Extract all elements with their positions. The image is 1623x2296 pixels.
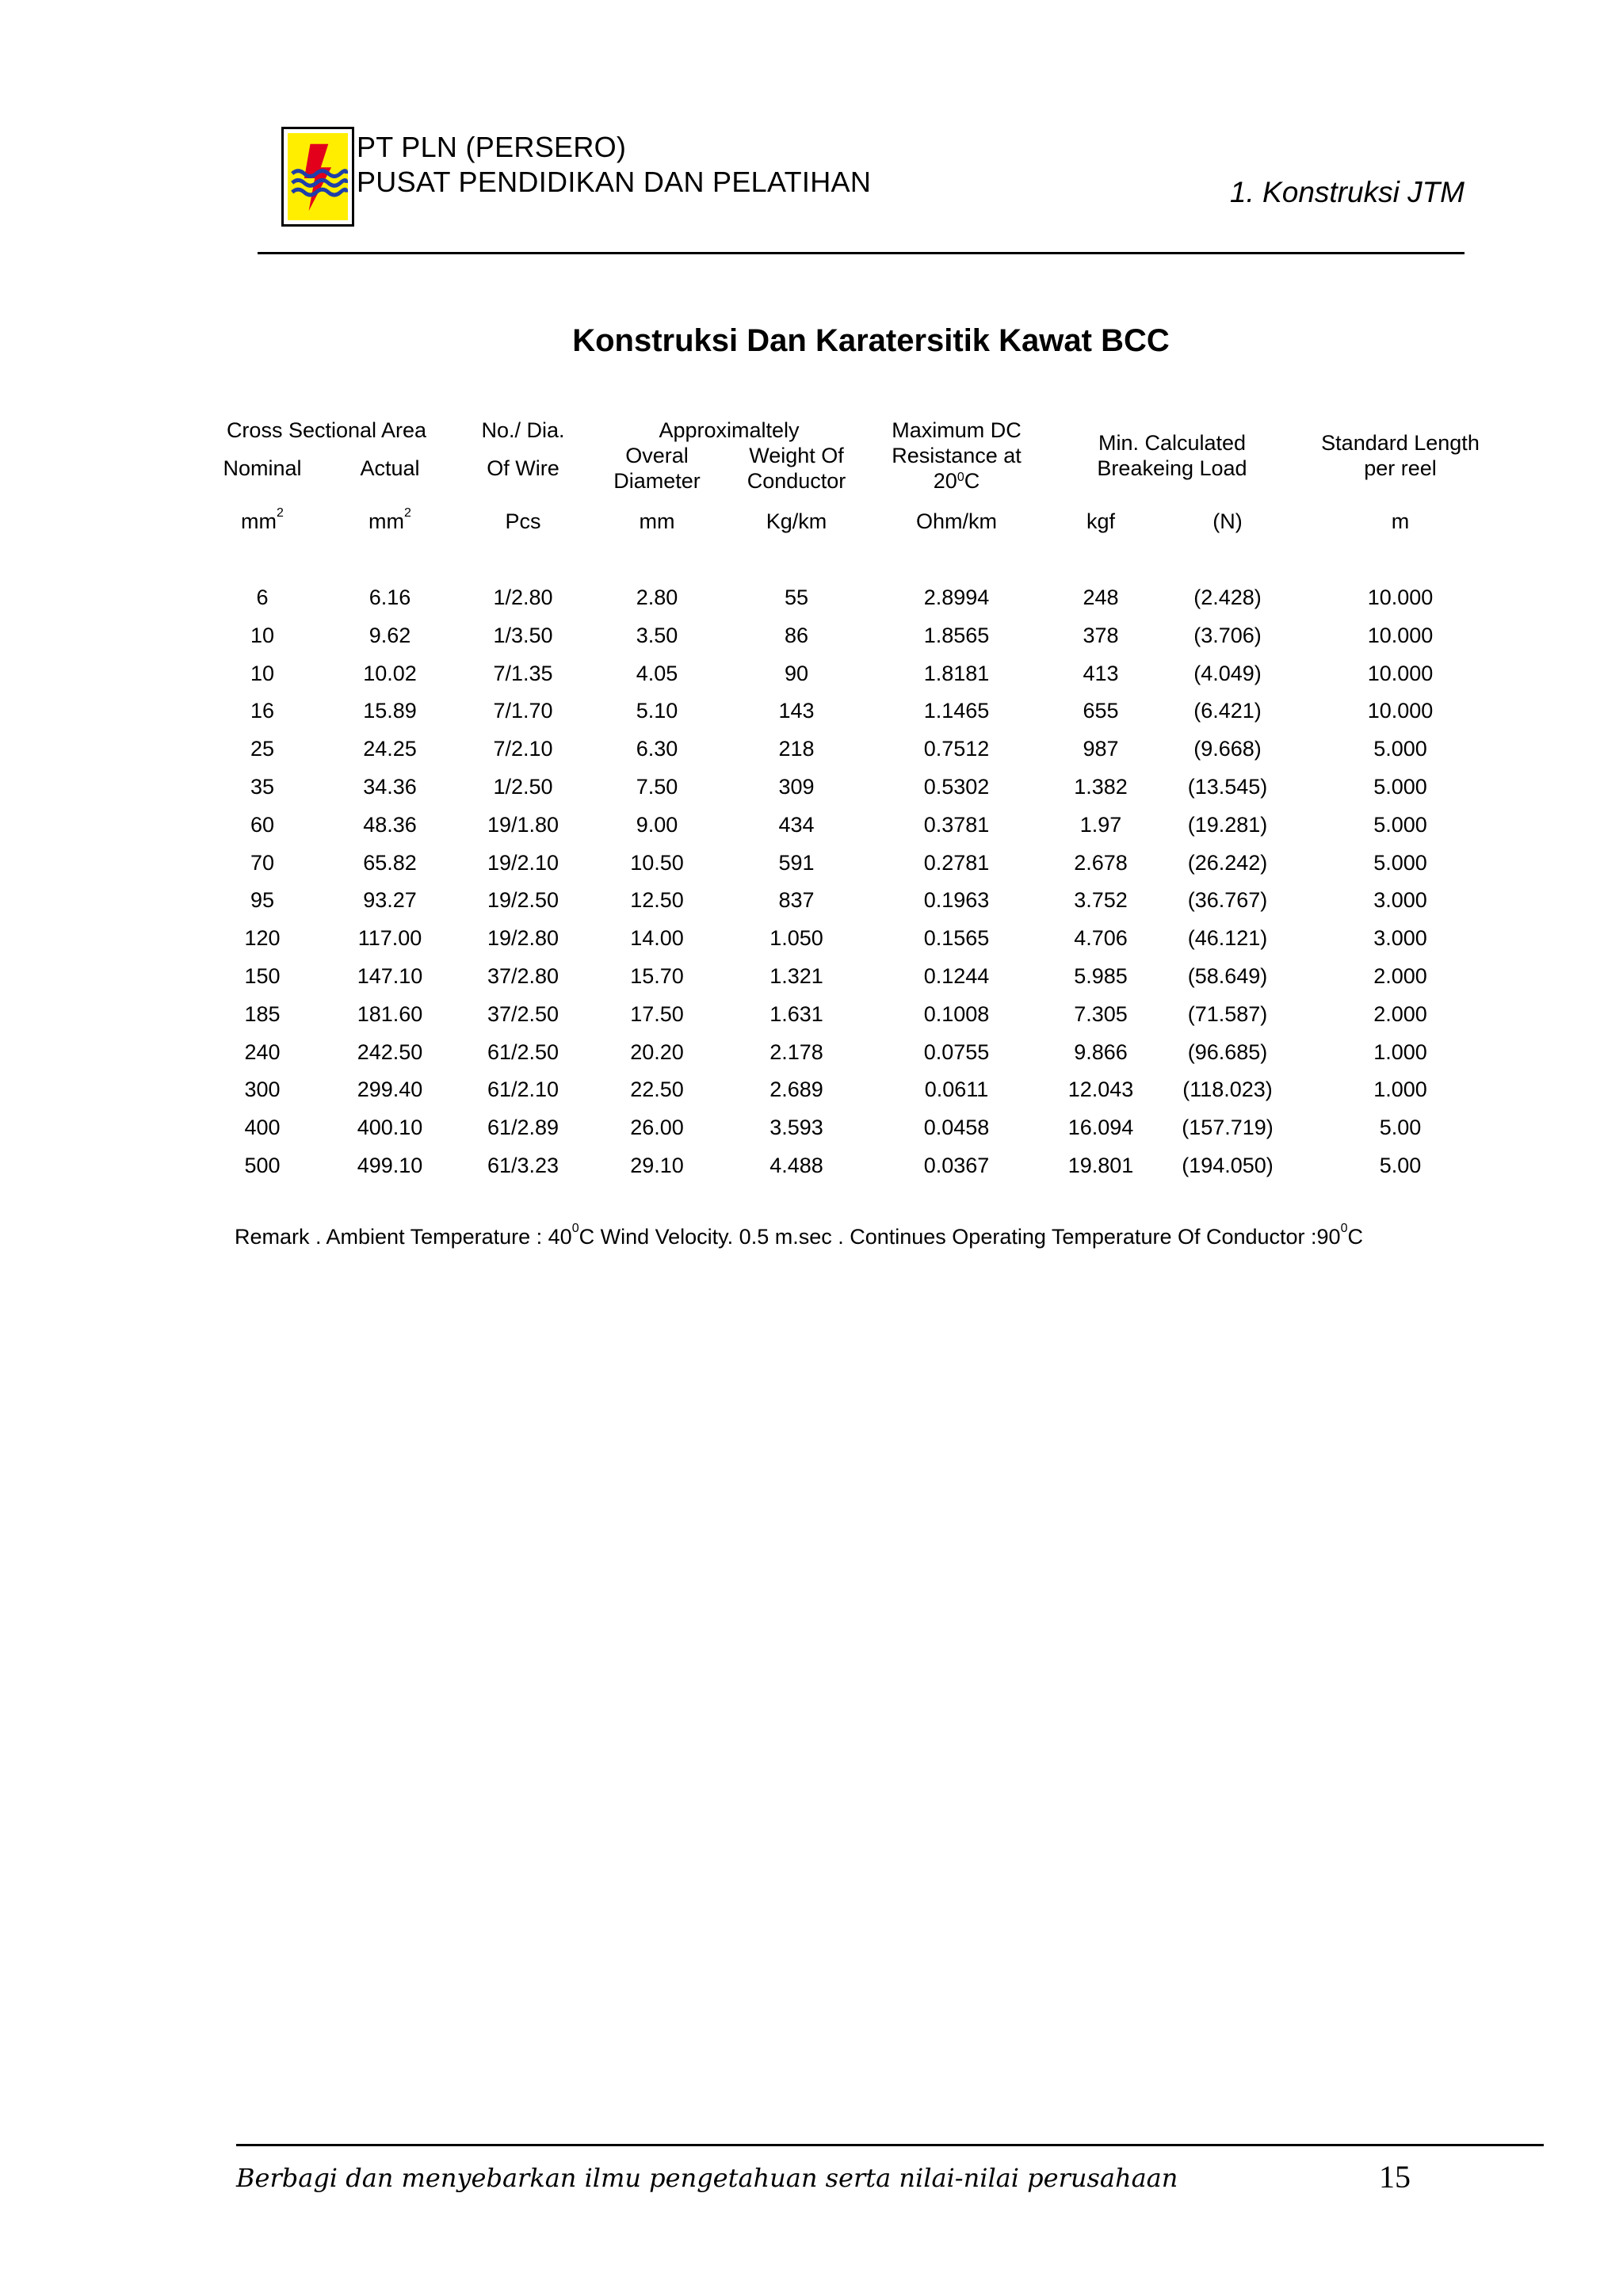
unit-wire: Pcs [505,509,541,533]
cell-load-n: (2.428) [1193,585,1262,609]
header-stdlen-line2: per reel [1364,456,1437,480]
header-weight-line2: Conductor [747,469,846,493]
cell-load-n: (13.545) [1187,775,1268,799]
cell-no-dia: 19/2.80 [487,926,559,951]
cell-resistance: 0.3781 [923,812,990,837]
unit-actual-sup: 2 [404,506,411,520]
cell-load-kgf: 248 [1083,585,1119,609]
cell-actual: 400.10 [357,1116,423,1140]
cell-no-dia: 7/2.10 [493,737,553,761]
cell-overal-diameter: 17.50 [630,1001,684,1026]
cell-overal-diameter: 15.70 [630,964,684,988]
cell-standard-length: 10.000 [1367,623,1434,647]
header-no-dia-line2: Of Wire [487,456,559,480]
cell-nominal: 10 [250,623,275,647]
cell-standard-length: 1.000 [1373,1077,1427,1102]
cell-nominal: 60 [250,812,275,837]
header-maxdc-line1: Maximum DC [892,418,1022,442]
cell-overal-diameter: 9.00 [636,812,678,837]
cell-no-dia: 19/2.10 [487,850,559,875]
header-stdlen-line1: Standard Length [1321,431,1480,455]
cell-actual: 34.36 [363,775,417,799]
cell-nominal: 240 [244,1039,281,1064]
header-standard-length [1321,430,1480,481]
header-no-dia-line1: No./ Dia. [481,418,565,442]
cell-overal-diameter: 4.05 [636,661,678,685]
cell-overal-diameter: 2.80 [636,585,678,609]
unit-load-n: (N) [1212,509,1243,533]
cell-overal-diameter: 29.10 [630,1154,684,1177]
cell-actual: 9.62 [369,623,411,647]
unit-actual [369,506,411,534]
cell-no-dia: 7/1.70 [493,699,553,723]
cell-nominal: 6 [256,585,269,609]
cell-overal-diameter: 12.50 [630,888,684,913]
remark-part-3: C [1347,1225,1363,1249]
cell-no-dia: 61/2.10 [487,1077,559,1102]
cell-load-kgf: 16.094 [1067,1116,1134,1140]
cell-load-kgf: 19.801 [1067,1154,1134,1177]
cell-nominal: 70 [250,850,275,875]
company-line-2: PUSAT PENDIDIKAN DAN PELATIHAN [357,166,872,198]
cell-standard-length: 5.00 [1379,1116,1422,1140]
cell-resistance: 0.5302 [923,775,990,799]
cell-load-n: (9.668) [1193,737,1262,761]
cell-nominal: 120 [244,926,281,951]
unit-diameter: mm [639,509,675,533]
cell-load-n: (19.281) [1187,812,1268,837]
header-no-dia [481,418,564,481]
cell-overal-diameter: 22.50 [630,1077,684,1102]
remark-part-2: C Wind Velocity. 0.5 m.sec . Continues Operating Temperature Of Conductor :90 [579,1225,1341,1249]
header-maxdc-line2: Resistance at [892,444,1022,467]
cell-load-n: (71.587) [1187,1001,1268,1026]
cell-load-n: (3.706) [1193,623,1262,647]
cell-nominal: 185 [244,1001,281,1026]
cell-standard-length: 5.000 [1373,812,1427,837]
remark-degree-2: 0 [1340,1222,1348,1235]
cell-actual: 10.02 [363,661,417,685]
unit-nominal [241,506,284,534]
cell-actual: 93.27 [363,888,417,913]
cell-load-kgf: 1.97 [1079,812,1122,837]
header-maxdc-temp: 20 [933,469,957,493]
cell-overal-diameter: 10.50 [630,850,684,875]
unit-length: m [1391,509,1410,533]
footer-divider [236,2144,1544,2146]
cell-weight: 55 [784,585,809,609]
remark-part-1: Remark . Ambient Temperature : 40 [235,1225,572,1249]
cell-load-kgf: 413 [1083,661,1119,685]
cell-weight: 434 [778,812,815,837]
cell-weight: 218 [778,737,815,761]
cell-load-n: (6.421) [1193,699,1262,723]
cell-actual: 48.36 [363,812,417,837]
cell-no-dia: 7/1.35 [493,661,553,685]
cell-standard-length: 5.000 [1373,775,1427,799]
cell-overal-diameter: 20.20 [630,1039,684,1064]
cell-overal-diameter: 14.00 [630,926,684,951]
cell-load-n: (96.685) [1187,1039,1268,1064]
cell-weight: 2.689 [769,1077,823,1102]
cell-load-kgf: 655 [1083,699,1119,723]
header-minload-line2: Breakeing Load [1097,456,1247,480]
cell-nominal: 10 [250,661,275,685]
cell-actual: 24.25 [363,737,417,761]
footer-motto: Berbagi dan menyebarkan ilmu pengetahuan serta nilai-nilai perusahaan [236,2163,1178,2193]
cell-resistance: 0.1008 [923,1001,990,1026]
cell-overal-diameter: 7.50 [636,775,678,799]
remark-degree-1: 0 [571,1222,579,1235]
header-overal-line2: Diameter [613,469,701,493]
header-maxdc-line3 [892,468,1022,494]
cell-load-n: (46.121) [1187,926,1268,951]
page-title: Konstruksi Dan Karatersitik Kawat BCC [572,323,1170,358]
cell-resistance: 0.1565 [923,926,990,951]
cell-load-kgf: 378 [1083,623,1119,647]
cell-actual: 242.50 [357,1039,423,1064]
header-actual: Actual [360,456,420,480]
cell-load-kgf: 2.678 [1074,850,1128,875]
cell-load-n: (26.242) [1187,850,1268,875]
cell-nominal: 400 [244,1116,281,1140]
cell-resistance: 0.1244 [923,964,990,988]
cell-nominal: 16 [250,699,275,723]
unit-weight: Kg/km [766,509,827,533]
cell-standard-length: 10.000 [1367,585,1434,609]
cell-weight: 309 [778,775,815,799]
cell-resistance: 0.0611 [924,1077,989,1102]
chapter-title: 1. Konstruksi JTM [1229,176,1465,208]
cell-standard-length: 5.000 [1373,850,1427,875]
cell-standard-length: 2.000 [1373,964,1427,988]
cell-nominal: 35 [250,775,275,799]
cell-no-dia: 61/3.23 [487,1154,559,1177]
cell-load-kgf: 987 [1083,737,1119,761]
unit-load-kgf: kgf [1086,509,1116,533]
cell-load-n: (157.719) [1182,1116,1274,1140]
cell-overal-diameter: 6.30 [636,737,678,761]
header-minload-line1: Min. Calculated [1098,431,1247,455]
header-maxdc-unit: C [964,469,980,493]
cell-standard-length: 3.000 [1373,926,1427,951]
cell-nominal: 300 [244,1077,281,1102]
cell-standard-length: 5.00 [1379,1154,1422,1177]
cell-nominal: 95 [250,888,275,913]
cell-overal-diameter: 26.00 [630,1116,684,1140]
cell-no-dia: 1/2.80 [493,585,553,609]
cell-load-n: (194.050) [1182,1154,1274,1177]
cell-load-kgf: 7.305 [1074,1001,1128,1026]
cell-no-dia: 19/1.80 [487,812,559,837]
cell-resistance: 0.1963 [923,888,990,913]
unit-resistance: Ohm/km [915,509,998,533]
cell-resistance: 0.0458 [923,1116,990,1140]
header-overal-diameter [613,443,701,494]
header-maxdc-degree: 0 [957,471,964,484]
cell-weight: 143 [778,699,815,723]
cell-weight: 3.593 [769,1116,823,1140]
cell-weight: 2.178 [769,1039,823,1064]
cell-resistance: 0.7512 [923,737,990,761]
header-weight-conductor [747,443,846,494]
cell-load-kgf: 4.706 [1074,926,1128,951]
cell-overal-diameter: 3.50 [636,623,678,647]
header-approx: Approximaltely [659,418,800,442]
pln-logo [281,127,354,227]
header-cross-sectional-area: Cross Sectional Area [226,418,427,442]
header-weight-line1: Weight Of [749,444,844,467]
lightning-waves-icon [288,133,348,220]
unit-nominal-base: mm [241,509,277,533]
cell-no-dia: 61/2.50 [487,1039,559,1064]
cell-load-n: (36.767) [1187,888,1268,913]
cell-no-dia: 37/2.80 [487,964,559,988]
cell-weight: 4.488 [769,1154,823,1177]
cell-load-kgf: 1.382 [1074,775,1128,799]
cell-standard-length: 10.000 [1367,661,1434,685]
cell-nominal: 500 [244,1154,281,1177]
unit-nominal-sup: 2 [277,506,284,520]
header-nominal: Nominal [223,456,302,480]
remark [235,1222,1363,1249]
cell-no-dia: 1/3.50 [493,623,553,647]
cell-resistance: 2.8994 [923,585,990,609]
cell-weight: 837 [778,888,815,913]
cell-resistance: 1.8565 [923,623,990,647]
page-number: 15 [1379,2159,1411,2195]
cell-actual: 299.40 [357,1077,423,1102]
header-divider [258,252,1465,254]
cell-resistance: 0.0755 [923,1039,990,1064]
cell-actual: 117.00 [357,926,422,951]
cell-no-dia: 19/2.50 [487,888,559,913]
cell-load-kgf: 9.866 [1074,1039,1128,1064]
cell-standard-length: 2.000 [1373,1001,1427,1026]
header-min-breaking-load [1097,430,1247,481]
cell-actual: 15.89 [363,699,417,723]
cell-load-n: (118.023) [1182,1077,1273,1102]
cell-resistance: 1.1465 [923,699,990,723]
cell-actual: 181.60 [357,1001,423,1026]
cell-weight: 86 [784,623,809,647]
cell-resistance: 0.2781 [923,850,990,875]
cell-load-kgf: 5.985 [1074,964,1128,988]
cell-weight: 591 [778,850,815,875]
unit-actual-base: mm [369,509,405,533]
cell-nominal: 150 [244,964,281,988]
cell-load-kgf: 12.043 [1067,1077,1134,1102]
cell-actual: 6.16 [369,585,411,609]
header-overal-line1: Overal [625,444,689,467]
cell-no-dia: 37/2.50 [487,1001,559,1026]
cell-weight: 1.050 [769,926,823,951]
cell-actual: 65.82 [363,850,417,875]
company-line-1: PT PLN (PERSERO) [357,131,627,163]
cell-no-dia: 61/2.89 [487,1116,559,1140]
cell-standard-length: 10.000 [1367,699,1434,723]
company-name [357,130,871,200]
cell-weight: 1.631 [769,1001,823,1026]
cell-standard-length: 5.000 [1373,737,1427,761]
cell-actual: 147.10 [357,964,423,988]
cell-standard-length: 1.000 [1373,1039,1427,1064]
cell-resistance: 1.8181 [923,661,990,685]
cell-load-kgf: 3.752 [1074,888,1128,913]
cell-resistance: 0.0367 [923,1154,990,1177]
cell-weight: 90 [784,661,809,685]
cell-nominal: 25 [250,737,275,761]
cell-overal-diameter: 5.10 [636,699,678,723]
cell-no-dia: 1/2.50 [493,775,553,799]
header-max-dc-resistance [892,418,1022,494]
cell-standard-length: 3.000 [1373,888,1427,913]
cell-weight: 1.321 [769,964,823,988]
cell-load-n: (58.649) [1187,964,1268,988]
cell-load-n: (4.049) [1193,661,1262,685]
cell-actual: 499.10 [357,1154,423,1177]
